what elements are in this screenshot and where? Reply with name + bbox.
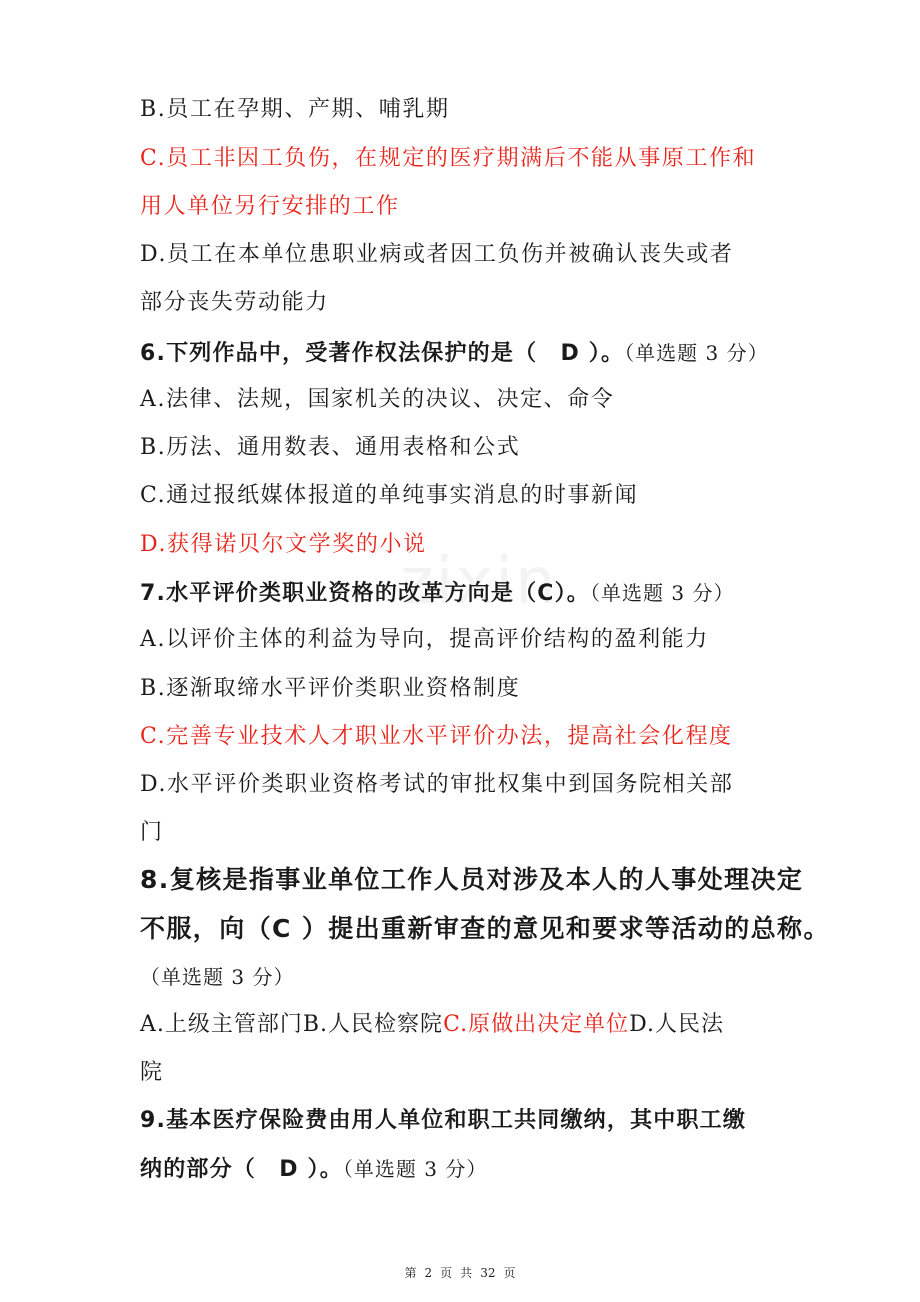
footer-page-number: 2 [424,1266,433,1280]
q8-option-a: A.上级主管部门 [140,1012,303,1037]
q6-option-b: B.历法、通用数表、通用表格和公式 [140,435,521,460]
q5-option-d-line2: 部分丧失劳动能力 [140,290,329,315]
footer-total-prefix: 共 [460,1266,473,1280]
q6-stem-text: 6.下列作品中，受著作权法保护的是（ D ）。 [140,341,625,366]
q5-option-d-line1: D.员工在本单位患职业病或者因工负伤并被确认丧失或者 [140,242,734,267]
q6-type: （单选题 3 分） [624,341,769,365]
q6-stem [140,338,790,369]
footer-total-pages: 32 [480,1266,496,1280]
q5-option-c-line2: 用人单位另行安排的工作 [140,194,400,219]
q9-type: （单选题 3 分） [342,1157,488,1181]
q7-option-c: C.完善专业技术人才职业水平评价办法，提高社会化程度 [140,724,733,749]
q8-type: （单选题 3 分） [140,965,295,989]
q8-option-b: B.人民检察院 [302,1012,444,1037]
q8-option-c: C.原做出决定单位 [443,1012,630,1037]
q5-option-b: B.员工在孕期、产期、哺乳期 [140,97,450,122]
q6-option-c: C.通过报纸媒体报道的单纯事实消息的时事新闻 [140,483,639,508]
q8-option-d: D.人民法 [629,1012,724,1037]
footer-page-unit: 页 [440,1266,453,1280]
q7-option-d-line2: 门 [140,820,164,845]
footer-total-unit: 页 [503,1266,516,1280]
q7-stem-text: 7.水平评价类职业资格的改革方向是（C）。 [140,581,591,606]
page-footer [0,1264,920,1281]
q7-option-b: B.逐渐取缔水平评价类职业资格制度 [140,676,521,701]
q7-type: （单选题 3 分） [590,581,735,605]
q8-option-d-line2: 院 [140,1060,164,1085]
q9-stem-text: 纳的部分（ D ）。 [140,1157,343,1182]
q7-option-d-line1: D.水平评价类职业资格考试的审批权集中到国务院相关部 [140,772,734,797]
q7-option-a: A.以评价主体的利益为导向，提高评价结构的盈利能力 [140,627,709,652]
q6-option-a: A.法律、法规，国家机关的决议、决定、命令 [140,387,615,412]
q7-stem [140,578,790,609]
q9-stem-line2 [140,1154,790,1185]
q5-option-c-line1: C.员工非因工负伤，在规定的医疗期满后不能从事原工作和 [140,146,757,171]
q8-stem-line1: 8.复核是指事业单位工作人员对涉及本人的人事处理决定 [140,865,804,894]
q8-stem-line2: 不服，向（C ）提出重新审查的意见和要求等活动的总称。 [140,914,830,943]
q8-options-row [140,1010,790,1040]
q6-option-d: D.获得诺贝尔文学奖的小说 [140,532,427,557]
footer-prefix: 第 [404,1266,417,1280]
q9-stem-line1: 9.基本医疗保险费由用人单位和职工共同缴纳，其中职工缴 [140,1108,747,1133]
